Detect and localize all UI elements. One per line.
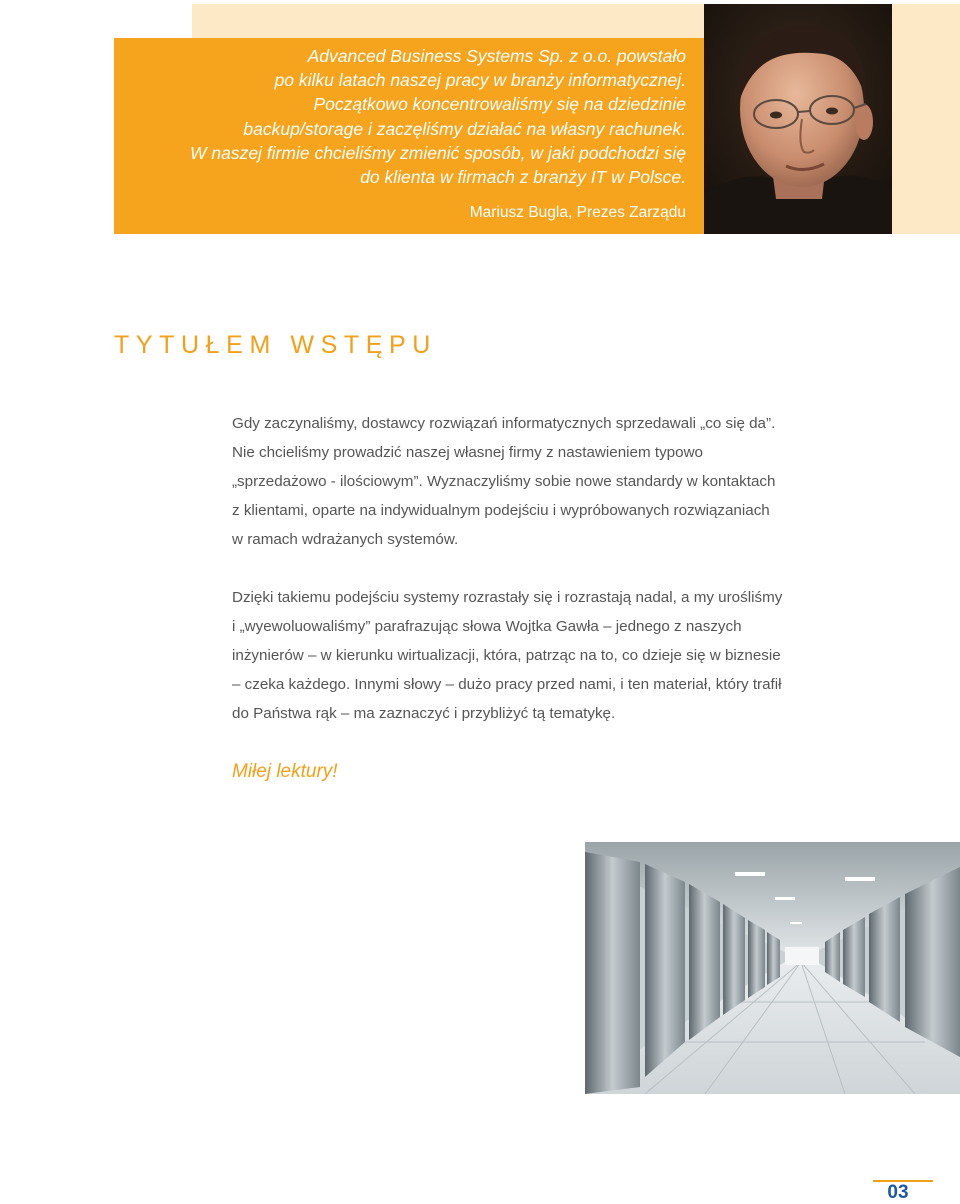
body-line: inżynierów – w kierunku wirtualizacji, która, patrząc na to, co dzieje się w biznesie	[232, 647, 781, 664]
body-line: „sprzedażowo - ilościowym”. Wyznaczyliśmy sobie nowe standardy w kontaktach	[232, 473, 776, 490]
page-number: 03	[887, 1182, 909, 1203]
quote-line: backup/storage i zaczęliśmy działać na własny rachunek.	[243, 118, 686, 139]
body-line: – czeka każdego. Innymi słowy – dużo pracy przed nami, i ten materiał, który trafił	[232, 676, 782, 693]
body-line: Dzięki takiemu podejściu systemy rozrastały się i rozrastają nadal, a my urośliśmy	[232, 589, 783, 606]
paragraph-2	[232, 583, 832, 728]
section-heading: TYTUŁEM WSTĘPU	[114, 331, 437, 359]
datacenter-photo	[585, 842, 960, 1094]
closing-greeting: Miłej lektury!	[232, 761, 338, 782]
body-line: i „wyewoluowaliśmy” parafrazując słowa Wojtka Gawła – jednego z naszych	[232, 618, 742, 635]
quote-line: Advanced Business Systems Sp. z o.o. powstało	[307, 46, 686, 66]
intro-quote	[120, 44, 686, 189]
body-line: Gdy zaczynaliśmy, dostawcy rozwiązań informatycznych sprzedawali „co się da”.	[232, 415, 776, 432]
quote-line: po kilku latach naszej pracy w branży informatycznej.	[274, 70, 686, 91]
quote-line: Początkowo koncentrowaliśmy się na dziedzinie	[313, 94, 686, 115]
paragraph-1	[232, 409, 832, 554]
body-line: do Państwa rąk – ma zaznaczyć i przybliżyć tą tematykę.	[232, 705, 616, 722]
quote-signature: Mariusz Bugla, Prezes Zarządu	[469, 204, 686, 221]
body-line: Nie chcieliśmy prowadzić naszej własnej firmy z nastawieniem typowo	[232, 444, 703, 461]
body-line: z klientami, oparte na indywidualnym podejściu i wypróbowanych rozwiązaniach	[232, 502, 770, 519]
quote-line: W naszej firmie chcieliśmy zmienić sposób, w jaki podchodzi się	[189, 142, 686, 163]
body-line: w ramach wdrażanych systemów.	[232, 531, 459, 548]
quote-line: do klienta w firmach z branży IT w Polsce.	[360, 167, 686, 188]
ceo-portrait-photo	[704, 4, 892, 234]
